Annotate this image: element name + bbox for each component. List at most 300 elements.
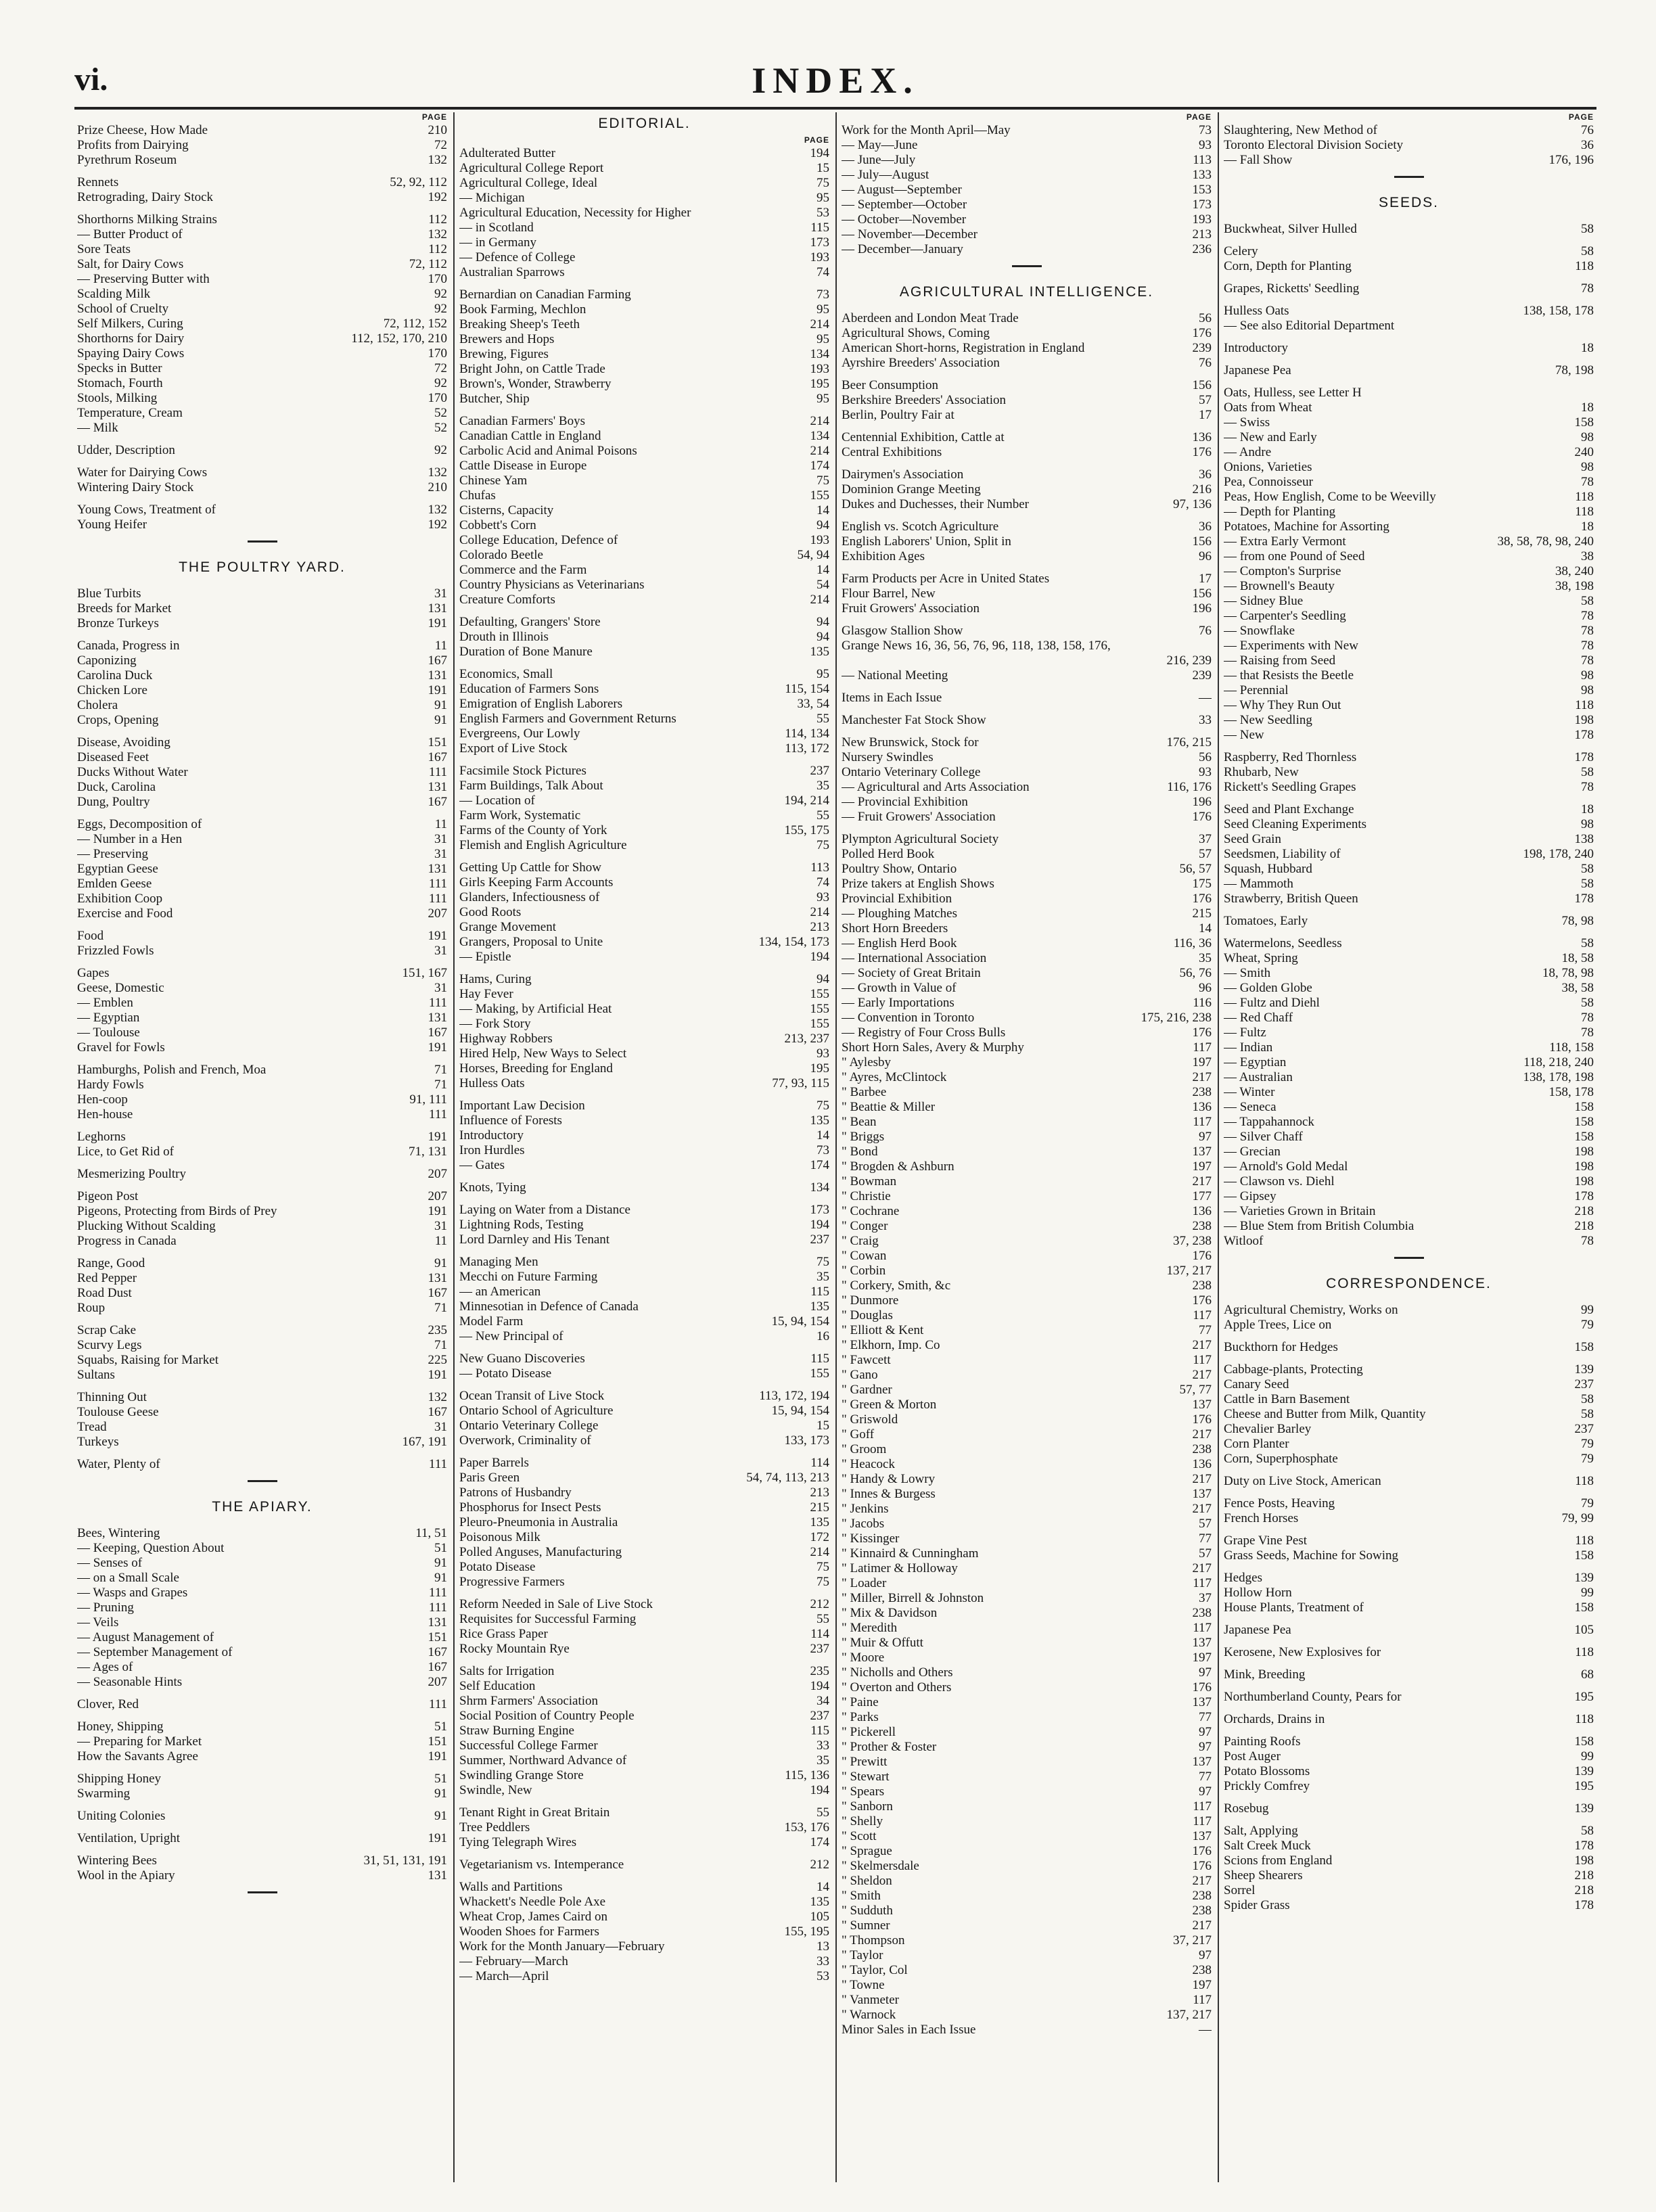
index-entry (1224, 1026, 1594, 1040)
entry-title: " Vanmeter (842, 1993, 899, 2007)
entry-title: Cattle Disease in Europe (459, 459, 587, 473)
entry-pages: 191 (428, 929, 447, 943)
entry-title: Poultry Show, Ontario (842, 862, 957, 876)
entry-pages: 31 (434, 981, 447, 995)
index-entry (77, 1130, 447, 1145)
entry-title: " Kissinger (842, 1531, 900, 1546)
entry-pages: 176 (1192, 1249, 1212, 1263)
index-entry (459, 563, 829, 578)
entry-title: Book Farming, Mechlon (459, 302, 586, 317)
page-header (74, 54, 1596, 108)
index-entry (842, 1859, 1212, 1874)
entry-pages: 155 (810, 1366, 829, 1381)
entry-title: — Andre (1224, 445, 1272, 459)
entry-pages: 178 (1574, 750, 1594, 764)
entry-pages: 112, 152, 170, 210 (351, 331, 447, 346)
entry-pages: 35 (816, 779, 829, 793)
index-entry (77, 966, 447, 981)
entry-title: — New Principal of (459, 1329, 564, 1343)
entry-title: Model Farm (459, 1314, 524, 1329)
entry-title: " Thompson (842, 1933, 905, 1948)
index-entry (842, 1948, 1212, 1963)
entry-title: Leghorns (77, 1130, 126, 1144)
entry-pages: 58 (1581, 1824, 1594, 1838)
entry-title: — Ploughing Matches (842, 906, 957, 921)
entry-pages: 58 (1581, 877, 1594, 891)
entry-title: Emlden Geese (77, 877, 152, 891)
index-entry (1224, 1868, 1594, 1883)
index-entry (459, 1738, 829, 1753)
entry-pages: 167 (428, 1645, 447, 1659)
index-entry (459, 392, 829, 407)
index-entry (77, 795, 447, 810)
index-entry (77, 1204, 447, 1219)
entry-title: Hired Help, New Ways to Select (459, 1046, 627, 1061)
index-entry (842, 936, 1212, 951)
entry-pages: 198 (1574, 1853, 1594, 1868)
entry-title: Salt, for Dairy Cows (77, 257, 184, 271)
index-entry (842, 1308, 1212, 1323)
index-entry (77, 480, 447, 495)
index-entry (842, 482, 1212, 497)
entry-title: " Brogden & Ashburn (842, 1159, 954, 1174)
entry-pages: 91 (434, 713, 447, 727)
entry-pages: 139 (1574, 1571, 1594, 1585)
index-entry (77, 1353, 447, 1368)
entry-title: Horses, Breeding for England (459, 1061, 613, 1076)
index-entry (77, 1630, 447, 1645)
entry-pages: 105 (1574, 1623, 1594, 1637)
entry-title: Adulterated Butter (459, 146, 555, 160)
index-entry (77, 1675, 447, 1690)
entry-pages: 117 (1193, 1353, 1212, 1367)
entry-pages: 217 (1192, 1070, 1212, 1084)
entry-title: Diseased Feet (77, 750, 150, 764)
entry-title: " Miller, Birrell & Johnston (842, 1591, 984, 1605)
entry-title: Agricultural College Report (459, 161, 604, 175)
index-entry (459, 444, 829, 459)
entry-title: " Goff (842, 1427, 875, 1442)
page-column-label: PAGE (1186, 112, 1212, 122)
entry-title: Gravel for Fowls (77, 1040, 165, 1055)
entry-title: Important Law Decision (459, 1099, 585, 1113)
index-entry (459, 838, 829, 853)
index-entry (1224, 780, 1594, 795)
entry-pages: 158 (1574, 1115, 1594, 1129)
index-entry (842, 1427, 1212, 1442)
index-entry (459, 1099, 829, 1113)
index-entry (459, 1895, 829, 1910)
entry-pages: 98 (1581, 668, 1594, 683)
index-entry (1224, 1586, 1594, 1600)
index-entry (77, 1697, 447, 1712)
entry-pages: 54 (816, 578, 829, 592)
index-entry (77, 1011, 447, 1026)
index-entry (459, 1366, 829, 1381)
entry-title: — in Scotland (459, 221, 534, 235)
entry-pages: 78 (1581, 281, 1594, 296)
index-entry (459, 287, 829, 302)
entry-title: Ocean Transit of Live Stock (459, 1389, 605, 1403)
index-entry (459, 518, 829, 533)
entry-title: Central Exhibitions (842, 445, 942, 459)
index-entry (1224, 1623, 1594, 1638)
entry-title: Blue Turbits (77, 586, 141, 601)
entry-title: Wheat, Spring (1224, 951, 1298, 965)
entry-pages: 176 (1192, 326, 1212, 340)
index-entry (842, 326, 1212, 341)
index-entry (842, 1591, 1212, 1606)
entry-pages: 153 (1192, 183, 1212, 197)
index-entry (842, 1174, 1212, 1189)
entry-title: Cheese and Butter from Milk, Quantity (1224, 1407, 1426, 1421)
entry-pages: 158 (1574, 1100, 1594, 1114)
entry-title: — Golden Globe (1224, 981, 1312, 995)
entry-pages: 194 (810, 146, 829, 160)
entry-title: Mesmerizing Poultry (77, 1167, 186, 1181)
entry-title: Japanese Pea (1224, 363, 1291, 377)
entry-title: Watermelons, Seedless (1224, 936, 1342, 950)
entry-title: " Latimer & Holloway (842, 1561, 958, 1575)
entry-title: Colorado Beetle (459, 548, 543, 562)
entry-pages: 131 (428, 1868, 447, 1883)
entry-pages: 76 (1199, 624, 1212, 638)
index-entry (842, 1904, 1212, 1918)
entry-title: Scurvy Legs (77, 1338, 142, 1352)
entry-title: Agricultural College, Ideal (459, 176, 598, 190)
index-entry (459, 1128, 829, 1143)
index-entry (77, 1541, 447, 1556)
entry-pages: 178 (1574, 728, 1594, 742)
entry-title: " Skelmersdale (842, 1859, 919, 1873)
entry-title: Grange News 16, 36, 56, 76, 96, 118, 138, 158, 176, (842, 639, 1111, 653)
index-entry (459, 1530, 829, 1545)
index-entry (77, 653, 447, 668)
entry-pages: 14 (816, 1128, 829, 1143)
entry-title: Apple Trees, Lice on (1224, 1318, 1332, 1332)
index-entry (1224, 1011, 1594, 1026)
index-entry (1224, 713, 1594, 728)
entry-pages: 192 (428, 517, 447, 532)
entry-pages: 238 (1192, 1889, 1212, 1903)
entry-title: College Education, Defence of (459, 533, 618, 547)
entry-title: Canadian Farmers' Boys (459, 414, 586, 428)
entry-title: Duration of Bone Manure (459, 645, 593, 659)
index-entry (842, 765, 1212, 780)
entry-title: Scrap Cake (77, 1323, 137, 1337)
entry-title: — Wasps and Grapes (77, 1586, 188, 1600)
entry-title: Girls Keeping Farm Accounts (459, 875, 614, 890)
entry-pages: 155, 175 (784, 823, 829, 837)
index-entry (1224, 728, 1594, 743)
index-entry (842, 1011, 1212, 1026)
entry-pages: 167 (428, 1026, 447, 1040)
entry-title: Wooden Shoes for Farmers (459, 1925, 599, 1939)
entry-title: Wheat Crop, James Caird on (459, 1910, 607, 1924)
entry-pages: 36 (1581, 138, 1594, 152)
index-entry (842, 1040, 1212, 1055)
entry-pages: 218 (1574, 1204, 1594, 1218)
entry-title: Clover, Red (77, 1697, 139, 1711)
entry-title: Crops, Opening (77, 713, 159, 727)
entry-title: Prize Cheese, How Made (77, 123, 208, 137)
entry-pages: 217 (1192, 1427, 1212, 1442)
entry-title: " Aylesby (842, 1055, 892, 1069)
index-entry (459, 615, 829, 630)
entry-pages: 175, 216, 238 (1141, 1011, 1212, 1025)
entry-title: " Paine (842, 1695, 879, 1709)
entry-title: How the Savants Agree (77, 1749, 198, 1764)
entry-pages: 57 (1199, 393, 1212, 407)
index-entry (459, 250, 829, 265)
index-entry (459, 1218, 829, 1232)
index-entry (77, 780, 447, 795)
entry-pages: 15, 94, 154 (771, 1404, 829, 1418)
index-entry (77, 944, 447, 959)
index-entry (77, 153, 447, 168)
entry-title: Shorthorns for Dairy (77, 331, 185, 346)
entry-title: Nursery Swindles (842, 750, 934, 764)
entry-title: — Compton's Surprise (1224, 564, 1341, 578)
index-entry (842, 1933, 1212, 1948)
entry-pages: 16 (816, 1329, 829, 1343)
entry-title: Scalding Milk (77, 287, 151, 301)
index-entry (842, 1963, 1212, 1978)
entry-pages: 57 (1199, 847, 1212, 861)
entry-title: Seed and Plant Exchange (1224, 802, 1354, 816)
entry-pages: 111 (428, 996, 447, 1010)
entry-pages: 132 (428, 465, 447, 480)
index-entry (459, 764, 829, 779)
entry-title: Laying on Water from a Distance (459, 1203, 630, 1217)
entry-title: Rice Grass Paper (459, 1627, 548, 1641)
entry-pages: 111 (428, 1586, 447, 1600)
entry-pages: 156 (1192, 378, 1212, 392)
index-entry (459, 503, 829, 518)
index-entry (842, 520, 1212, 534)
index-entry (77, 1571, 447, 1586)
index-entry (842, 311, 1212, 326)
index-entry (77, 1787, 447, 1801)
index-entry (459, 1880, 829, 1895)
entry-title: Potato Blossoms (1224, 1764, 1310, 1778)
entry-pages: 237 (810, 1709, 829, 1723)
index-entry (1224, 1667, 1594, 1682)
entry-pages: 75 (816, 474, 829, 488)
index-entry (842, 966, 1212, 981)
index-entry (1224, 1055, 1594, 1070)
entry-pages: 91, 111 (409, 1092, 447, 1107)
index-entry (459, 1560, 829, 1575)
entry-pages: 95 (816, 332, 829, 346)
entry-title: Orchards, Drains in (1224, 1712, 1325, 1726)
entry-title: — Fultz (1224, 1026, 1266, 1040)
entry-title: — Number in a Hen (77, 832, 183, 846)
entry-pages: 57 (1199, 1546, 1212, 1561)
entry-pages: 97 (1199, 1725, 1212, 1739)
index-entry (77, 190, 447, 205)
index-entry (77, 929, 447, 944)
entry-title: — in Germany (459, 235, 536, 250)
entry-title: Self Education (459, 1679, 536, 1693)
entry-title: Exhibition Coop (77, 892, 163, 906)
index-entry (459, 1404, 829, 1419)
index-entry (459, 779, 829, 793)
entry-title: — Depth for Planting (1224, 505, 1336, 519)
entry-pages: 53 (816, 1969, 829, 1983)
entry-pages: 56, 57 (1179, 862, 1212, 876)
entry-title: Evergreens, Our Lowly (459, 727, 580, 741)
index-entry (459, 176, 829, 191)
index-entry (842, 1531, 1212, 1546)
entry-title: Range, Good (77, 1256, 145, 1270)
entry-title: Butcher, Ship (459, 392, 530, 406)
index-entry (1224, 996, 1594, 1011)
entry-title: Provincial Exhibition (842, 892, 952, 906)
entry-pages: 238 (1192, 1606, 1212, 1620)
index-entry (459, 1485, 829, 1500)
entry-title: Aberdeen and London Meat Trade (842, 311, 1019, 325)
entry-pages: 138, 178, 198 (1523, 1070, 1594, 1084)
entry-pages: 73 (1199, 123, 1212, 137)
index-entry (842, 1204, 1212, 1219)
entry-title: Minor Sales in Each Issue (842, 2023, 976, 2037)
entry-pages: 37, 217 (1173, 1933, 1212, 1948)
index-entry (842, 1829, 1212, 1844)
entry-title: Udder, Description (77, 443, 175, 457)
entry-pages: 55 (816, 712, 829, 726)
entry-title: " Prother & Foster (842, 1740, 937, 1754)
entry-title: — Defence of College (459, 250, 576, 264)
index-entry (459, 1954, 829, 1969)
index-entry (1224, 802, 1594, 817)
entry-pages: 131 (428, 668, 447, 683)
entry-title: Post Auger (1224, 1749, 1281, 1764)
entry-title: Chicken Lore (77, 683, 147, 697)
entry-pages: 51 (434, 1772, 447, 1786)
entry-title: — February—March (459, 1954, 568, 1968)
entry-pages: 175 (1192, 877, 1212, 891)
section-heading: CORRESPONDENCE. (1326, 1276, 1492, 1291)
section-heading: THE POULTRY YARD. (179, 559, 346, 575)
index-entry (459, 1612, 829, 1627)
entry-title: — September—October (842, 198, 967, 212)
entry-pages: 155, 195 (784, 1925, 829, 1939)
entry-pages: 176, 215 (1166, 735, 1212, 750)
index-entry (842, 1502, 1212, 1517)
index-entry (459, 1046, 829, 1061)
entry-pages: 176 (1192, 1293, 1212, 1308)
entry-title: Brewers and Hops (459, 332, 555, 346)
entry-pages: 214 (810, 317, 829, 331)
entry-pages: 170 (428, 391, 447, 405)
index-entry (1224, 1898, 1594, 1913)
index-entry (842, 1636, 1212, 1651)
entry-title: Shipping Honey (77, 1772, 162, 1786)
entry-pages: 57 (1199, 1517, 1212, 1531)
index-entry (77, 212, 447, 227)
index-entry (77, 1734, 447, 1749)
entry-title: — Snowflake (1224, 624, 1295, 638)
entry-pages: 131 (428, 1271, 447, 1285)
entry-title: Drouth in Illinois (459, 630, 549, 644)
entry-pages: 214 (810, 414, 829, 428)
entry-pages: 93 (1199, 138, 1212, 152)
index-entry (1224, 609, 1594, 624)
entry-title: " Sumner (842, 1918, 890, 1933)
entry-pages: 114, 134 (785, 727, 829, 741)
entry-pages: 11 (434, 817, 447, 831)
index-entry (459, 1471, 829, 1485)
entry-pages: 133, 173 (784, 1433, 829, 1448)
entry-pages: 137, 217 (1166, 2008, 1212, 2022)
entry-pages: 98 (1581, 460, 1594, 474)
entry-pages: 95 (816, 667, 829, 681)
index-entry (77, 906, 447, 921)
entry-pages: 38 (1581, 549, 1594, 563)
entry-pages: 118 (1575, 698, 1594, 712)
index-entry (77, 317, 447, 331)
index-entry (459, 317, 829, 332)
index-entry (459, 667, 829, 682)
entry-pages: — (1199, 2023, 1212, 2037)
entry-title: Ontario School of Agriculture (459, 1404, 614, 1418)
entry-pages: 118, 218, 240 (1523, 1055, 1594, 1069)
entry-title: Toulouse Geese (77, 1405, 159, 1419)
index-entry (1224, 1392, 1594, 1407)
entry-pages: 38, 240 (1555, 564, 1594, 578)
entry-title: " Innes & Burgess (842, 1487, 936, 1501)
index-entry (842, 1680, 1212, 1695)
entry-title: Beer Consumption (842, 378, 939, 392)
index-entry (459, 1299, 829, 1314)
entry-title: Stomach, Fourth (77, 376, 163, 390)
entry-pages: 235 (428, 1323, 447, 1337)
entry-title: Squabs, Raising for Market (77, 1353, 218, 1367)
index-entry (77, 227, 447, 242)
index-entry (1224, 1779, 1594, 1794)
index-entry (842, 906, 1212, 921)
index-entry (459, 1910, 829, 1925)
entry-title: Spaying Dairy Cows (77, 346, 185, 361)
entry-pages: 18 (1581, 802, 1594, 816)
index-entry (1224, 1145, 1594, 1159)
index-entry (842, 445, 1212, 460)
index-entry (842, 780, 1212, 795)
index-entry (842, 1398, 1212, 1412)
entry-pages: 212 (810, 1858, 829, 1872)
entry-pages: 31 (434, 944, 447, 958)
entry-pages: 38, 58 (1561, 981, 1594, 995)
entry-pages: 173 (1192, 198, 1212, 212)
entry-pages: 71 (434, 1063, 447, 1077)
index-entry (1224, 1571, 1594, 1586)
entry-title: Potato Disease (459, 1560, 536, 1574)
index-entry (77, 302, 447, 317)
entry-pages: 217 (1192, 1874, 1212, 1888)
entry-title: " Fawcett (842, 1353, 891, 1367)
index-entry (1224, 1303, 1594, 1318)
index-entry (77, 1390, 447, 1405)
entry-pages: 58 (1581, 936, 1594, 950)
entry-title: Short Horn Sales, Avery & Murphy (842, 1040, 1024, 1055)
index-entry (1224, 475, 1594, 490)
entry-pages: 238 (1192, 1278, 1212, 1293)
entry-title: Emigration of English Laborers (459, 697, 623, 711)
index-entry (842, 1740, 1212, 1755)
index-entry (1224, 1548, 1594, 1563)
entry-pages: 77 (1199, 1710, 1212, 1724)
